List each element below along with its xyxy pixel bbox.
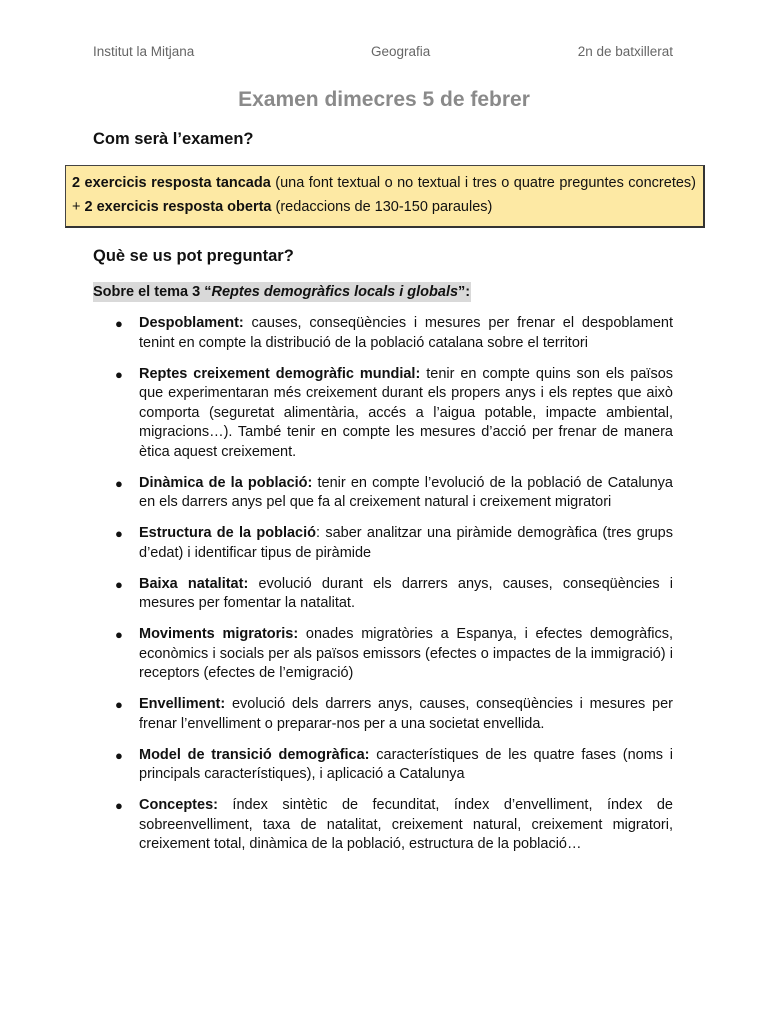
list-item — [93, 695, 673, 734]
section-heading-topics: Què se us pot preguntar? — [93, 247, 294, 265]
list-item — [93, 625, 673, 684]
list-item-description: : saber analitzar una piràmide demogràfica (tres grups d’edat) i identificar tipus de piràmide — [139, 525, 673, 561]
list-item-term: Model de transició demogràfica: — [139, 746, 370, 763]
list-item-term: Despoblament: — [139, 315, 244, 331]
callout-closed-description: (una font textual o no textual i tres o quatre preguntes concretes) + — [72, 175, 696, 215]
list-item — [93, 524, 673, 563]
bullet-icon: ● — [115, 475, 123, 491]
page-title: Examen dimecres 5 de febrer — [238, 88, 530, 111]
bullet-icon: ● — [115, 747, 123, 763]
header-school: Institut la Mitjana — [93, 44, 195, 59]
list-item-description: tenir en compte quins son els països que experimentaran més creixement durant els propers anys i els reptes que això comporta (seguretat alimentària, accés a l’aigua potable, impacte ambiental, migracions…). També tenir en compte les mesures d’acció per frenar de manera ètica aquest creixement. — [139, 365, 674, 460]
section-heading-exam-format: Com serà l’examen? — [93, 130, 254, 148]
list-item-term: Baixa natalitat: — [139, 575, 249, 592]
callout-open-description: (redaccions de 130-150 paraules) — [271, 199, 493, 215]
list-item — [93, 746, 673, 785]
list-item — [93, 314, 673, 353]
list-item — [93, 474, 673, 513]
bullet-icon: ● — [115, 576, 123, 592]
bullet-icon: ● — [115, 526, 123, 541]
page-header — [93, 44, 673, 62]
topic-title: Reptes demogràfics locals i globals — [211, 284, 459, 300]
list-item-term: Estructura de la població — [139, 525, 317, 541]
topic-highlight — [93, 282, 471, 302]
bullet-icon: ● — [115, 316, 123, 331]
bullet-icon: ● — [115, 366, 123, 382]
topic-prefix: Sobre el tema 3 “ — [93, 284, 212, 300]
callout-open-exercises: 2 exercicis resposta oberta — [84, 199, 272, 215]
list-item-description: causes, conseqüències i mesures per frenar el despoblament tenint en compte la distribució de la població catalana sobre el territori — [139, 315, 673, 351]
list-item — [93, 365, 673, 463]
bullet-icon: ● — [115, 697, 123, 712]
list-item-term: Envelliment: — [139, 696, 226, 712]
list-item-description: onades migratòries a Espanya, i efectes demogràfics, econòmics i socials per als països emissors (efectes o impactes de la immigració) i receptors (efectes de l’emigració) — [139, 626, 674, 681]
list-item-term: Dinàmica de la població: — [139, 474, 313, 491]
list-item-description: tenir en compte l’evolució de la població de Catalunya en els darrers anys pel que fa al creixement natural i creixement migratori — [139, 474, 674, 510]
list-item — [93, 796, 673, 855]
list-item-description: evolució dels darrers anys, causes, conseqüències i mesures per frenar l’envelliment o preparar-nos per a una societat envellida. — [139, 696, 673, 732]
bullet-icon: ● — [115, 627, 123, 642]
callout-closed-exercises: 2 exercicis resposta tancada — [72, 175, 271, 191]
list-item-term: Conceptes: — [139, 797, 218, 813]
topic-suffix: ”: — [458, 284, 471, 300]
topic-list — [93, 314, 673, 866]
header-subject: Geografia — [371, 44, 431, 59]
list-item-description: evolució durant els darrers anys, causes, conseqüències i mesures per fomentar la natalitat. — [139, 575, 673, 611]
list-item-description: índex sintètic de fecunditat, índex d’envelliment, índex de sobreenvelliment, taxa de natalitat, creixement natural, creixement migratori, creixement total, dinàmica de la població, estructura de la població… — [139, 797, 673, 852]
bullet-icon: ● — [115, 798, 123, 813]
list-item-description: característiques de les quatre fases (noms i principals característiques), i aplicació a Catalunya — [139, 746, 673, 782]
header-course: 2n de batxillerat — [577, 44, 673, 59]
list-item-term: Moviments migratoris: — [139, 626, 299, 642]
list-item-term: Reptes creixement demogràfic mundial: — [139, 365, 421, 382]
exam-format-callout — [65, 165, 705, 228]
list-item — [93, 575, 673, 614]
